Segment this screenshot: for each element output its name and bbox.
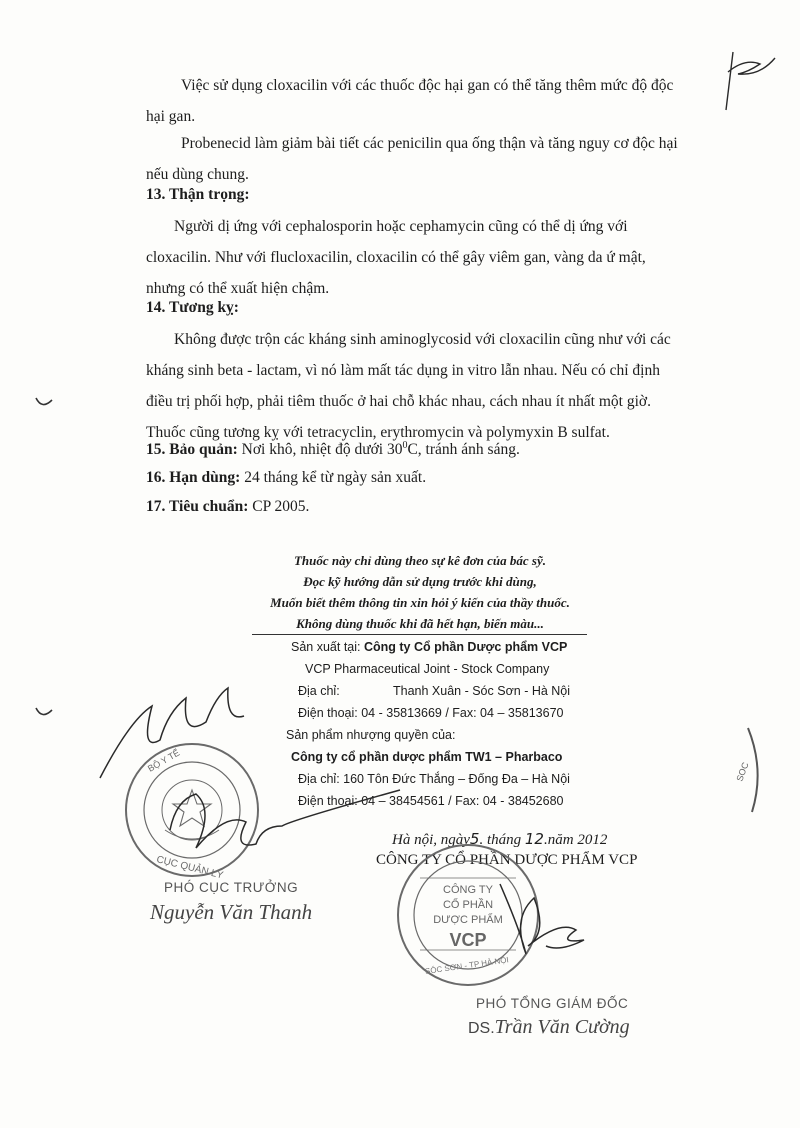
section-16-label: 16. Hạn dùng:: [146, 469, 241, 486]
date-year: .năm 2012: [543, 832, 608, 848]
text-line: Probenecid làm giảm bài tiết các penicilin qua ống thận và tăng nguy cơ độc hại: [181, 135, 678, 152]
punch-mark: [36, 398, 52, 405]
section-14-heading: 14. Tương kỵ:: [146, 299, 239, 316]
manufacturer-phone: Điện thoại: 04 - 35813669 / Fax: 04 – 35813670: [298, 706, 564, 720]
section-15-text-after: C, tránh ánh sáng.: [407, 441, 520, 459]
left-stamp-text-top: BỘ Y TẾ: [146, 747, 182, 774]
right-stamp-ring: SÓC SƠN - TP HÀ NỘI: [424, 955, 510, 976]
right-edge-stamp-text: SOC: [734, 760, 751, 783]
section-17-text: CP 2005.: [248, 498, 310, 515]
left-stamp-text-bottom: CỤC QUẢN LÝ: [155, 854, 225, 882]
produced-at-name: Công ty Cổ phần Dược phẩm VCP: [363, 640, 568, 654]
address-value: Thanh Xuân - Sóc Sơn - Hà Nội: [393, 684, 571, 698]
top-right-initials: [726, 52, 775, 110]
degree-superscript: 0: [402, 440, 408, 451]
company-signoff: CÔNG TY CỔ PHẦN DƯỢC PHẨM VCP: [376, 852, 638, 868]
licensee-name: Công ty cổ phần dược phẩm TW1 – Pharbaco: [291, 750, 563, 764]
text-line: Không được trộn các kháng sinh aminoglycosid với cloxacilin cũng như với các: [174, 331, 671, 348]
date-prefix: Hà nội, ngày: [392, 832, 470, 848]
text-line: Thuốc cũng tương kỵ với tetracyclin, erythromycin và polymyxin B sulfat.: [146, 424, 610, 441]
date-month: 12: [524, 830, 544, 848]
address-label: Địa chỉ:: [298, 684, 340, 698]
section-13-heading: 13. Thận trọng:: [146, 186, 250, 203]
licensee-intro: Sản phẩm nhượng quyền của:: [286, 728, 456, 742]
text-line: kháng sinh beta - lactam, vì nó làm mất tác dụng in vitro lẫn nhau. Nếu có chỉ định: [146, 362, 660, 379]
right-stamp-line1: CÔNG TY: [443, 884, 493, 896]
left-ministry-stamp: [126, 744, 258, 876]
date-day: 5: [469, 830, 480, 848]
text-line: hại gan.: [146, 108, 196, 125]
left-signature-scribble: [100, 688, 400, 848]
text-line: điều trị phối hợp, phải tiêm thuốc ở hai chỗ khác nhau, cách nhau ít nhất một giờ.: [146, 393, 651, 410]
right-stamp-line3: DƯỢC PHẨM: [433, 914, 503, 926]
section-17-label: 17. Tiêu chuẩn:: [146, 498, 249, 515]
date-month-word: . tháng: [479, 832, 525, 848]
right-signature-scribble: [500, 884, 584, 954]
right-stamp-line4: VCP: [449, 930, 487, 950]
notice-expiry: Không dùng thuốc khi đã hết hạn, biến màu...: [296, 616, 544, 631]
text-line: nếu dùng chung.: [146, 166, 249, 183]
produced-at-label: Sản xuất tại:: [291, 640, 364, 654]
name-prefix: DS.: [468, 1020, 495, 1037]
notice-ask-doctor: Muốn biết thêm thông tin xin hỏi ý kiến của thầy thuốc.: [270, 595, 570, 610]
left-signature-name: Nguyễn Văn Thanh: [150, 900, 313, 924]
licensee-address: Địa chỉ: 160 Tôn Đức Thắng – Đống Đa – Hà Nội: [298, 772, 570, 786]
text-line: Người dị ứng với cephalosporin hoặc cephamycin cũng có thể dị ứng với: [174, 218, 628, 235]
text-line: Việc sử dụng cloxacilin với các thuốc độc hại gan có thể tăng thêm mức độ độc: [181, 77, 674, 94]
punch-mark: [36, 708, 52, 715]
name-text: Trần Văn Cường: [494, 1016, 630, 1038]
right-signature-title: PHÓ TỔNG GIÁM ĐỐC: [476, 996, 629, 1011]
licensee-phone: Điện thoại: 04 – 38454561 / Fax: 04 - 38452680: [298, 794, 564, 808]
right-edge-stamp: [748, 728, 758, 812]
notice-prescription: Thuốc này chỉ dùng theo sự kê đơn của bác sỹ.: [293, 553, 547, 568]
text-line: cloxacilin. Như với flucloxacilin, cloxacilin có thể gây viêm gan, vàng da ứ mật,: [146, 249, 646, 266]
notice-read-instructions: Đọc kỹ hướng dẫn sử dụng trước khi dùng,: [303, 574, 537, 589]
manufacturer-english-name: VCP Pharmaceutical Joint - Stock Company: [305, 662, 550, 676]
right-stamp-line2: CỔ PHẦN: [442, 899, 494, 911]
text-line: nhưng có thể xuất hiện chậm.: [146, 280, 330, 297]
section-16-text: 24 tháng kể từ ngày sản xuất.: [240, 469, 427, 486]
section-15-text: Nơi khô, nhiệt độ dưới 30: [237, 441, 403, 459]
left-signature-title: PHÓ CỤC TRƯỞNG: [164, 880, 299, 895]
section-15-label: 15. Bảo quản:: [146, 441, 238, 459]
